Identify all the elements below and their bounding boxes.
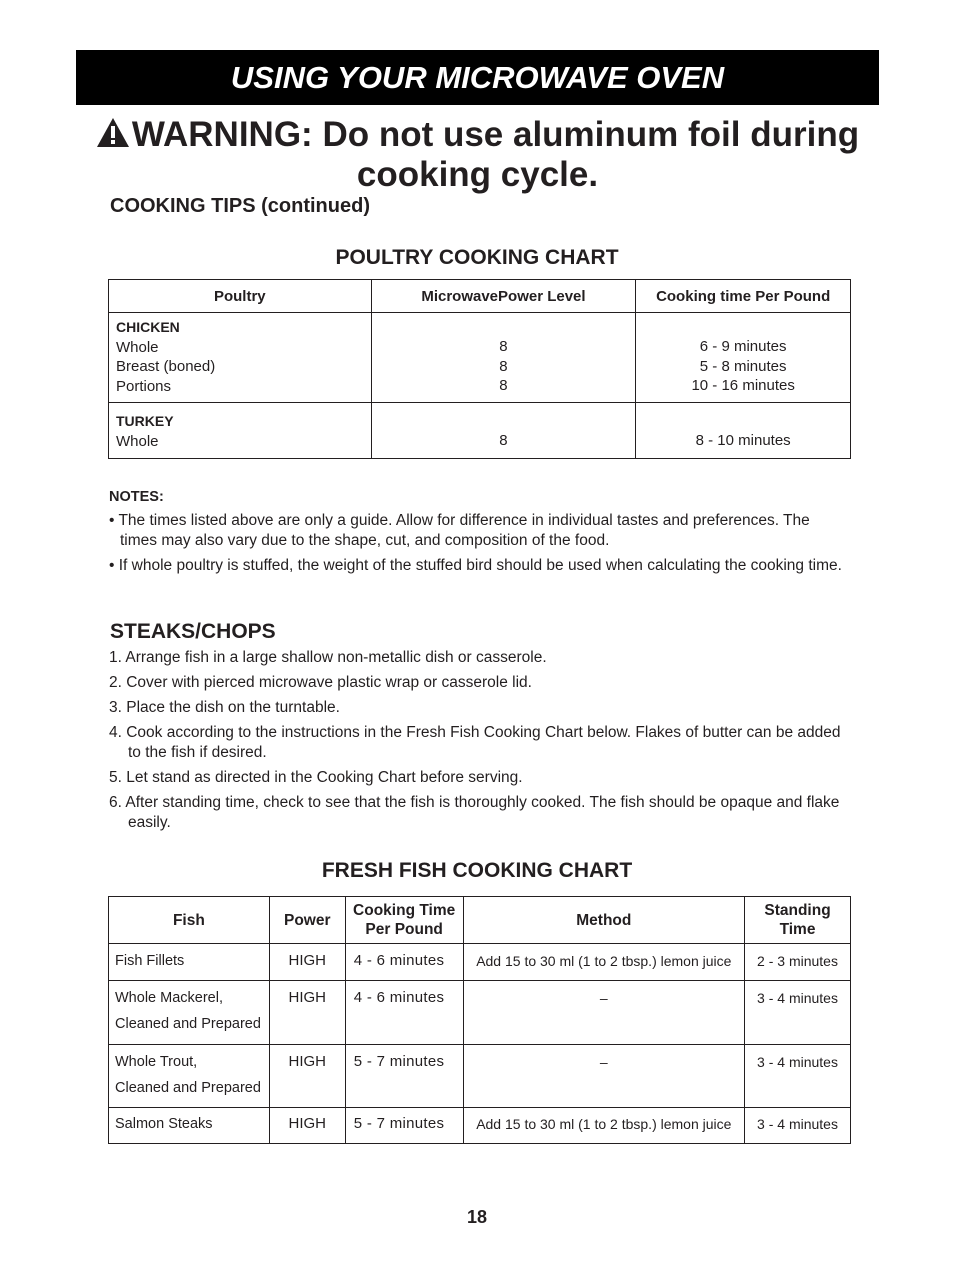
step-item: 1. Arrange fish in a large shallow non-metallic dish or casserole. <box>109 649 547 666</box>
fish-name-detail: Cleaned and Prepared <box>115 1080 261 1096</box>
fish-chart-title: FRESH FISH COOKING CHART <box>321 859 633 882</box>
fish-cell-time: 5 - 7 minutes <box>345 1108 463 1144</box>
poultry-chart <box>108 279 851 459</box>
fish-cell-name <box>109 1045 270 1108</box>
fish-cell-time: 4 - 6 minutes <box>345 944 463 981</box>
fish-header-power: Power <box>269 897 345 944</box>
fish-cell-power: HIGH <box>269 981 345 1045</box>
poultry-item-power: 8 <box>499 432 508 449</box>
warning-triangle-icon <box>96 117 130 156</box>
poultry-group-name: CHICKEN <box>116 319 180 335</box>
poultry-row-turkey <box>109 403 851 459</box>
fish-chart <box>108 896 851 1144</box>
poultry-header-row <box>109 280 851 313</box>
poultry-cell-chicken <box>109 313 372 403</box>
fish-cell-name <box>109 1108 270 1144</box>
poultry-item-label: Whole <box>116 338 159 356</box>
fish-header-fish: Fish <box>109 897 270 944</box>
fish-name: Fish Fillets <box>115 953 185 969</box>
section-title: COOKING TIPS (continued) <box>110 195 370 217</box>
notes-heading: NOTES: <box>109 489 164 505</box>
poultry-item-time: 5 - 8 minutes <box>699 357 787 375</box>
table-row <box>109 981 851 1045</box>
poultry-item-power: 8 <box>499 357 508 375</box>
steaks-heading: STEAKS/CHOPS <box>110 620 276 643</box>
poultry-cell-turkey <box>109 403 372 459</box>
fish-cell-name <box>109 944 270 981</box>
fish-cell-method: Add 15 to 30 ml (1 to 2 tbsp.) lemon juice <box>463 944 744 981</box>
fish-name-detail: Cleaned and Prepared <box>115 1016 261 1032</box>
fish-cell-power: HIGH <box>269 944 345 981</box>
poultry-item-label: Breast (boned) <box>116 358 216 375</box>
fish-cell-method: – <box>463 981 744 1045</box>
poultry-item-label: Portions <box>116 377 172 395</box>
poultry-item-label: Whole <box>116 432 159 450</box>
fish-cell-standing: 2 - 3 minutes <box>745 944 851 981</box>
step-item: 2. Cover with pierced microwave plastic wrap or casserole lid. <box>109 674 532 691</box>
step-item: 3. Place the dish on the turntable. <box>109 699 340 716</box>
poultry-header-power: MicrowavePower Level <box>371 280 636 313</box>
fish-cell-time: 5 - 7 minutes <box>345 1045 463 1108</box>
poultry-item-time: 10 - 16 minutes <box>691 377 795 394</box>
poultry-chart-title: POULTRY COOKING CHART <box>335 246 619 269</box>
step-item: 4. Cook according to the instructions in the Fresh Fish Cooking Chart below. Flakes of butter can be added to the fish if desired. <box>109 724 841 761</box>
fish-cell-standing: 3 - 4 minutes <box>745 1108 851 1144</box>
fish-cell-power: HIGH <box>269 1108 345 1144</box>
notes-section <box>109 487 849 580</box>
step-item: 6. After standing time, check to see that the fish is thoroughly cooked. The fish should be opaque and flake easily. <box>109 794 840 831</box>
fish-cell-method: – <box>463 1045 744 1108</box>
fish-header-row <box>109 897 851 944</box>
fish-header-method: Method <box>463 897 744 944</box>
poultry-group-name: TURKEY <box>116 413 174 429</box>
poultry-cell-power <box>371 403 636 459</box>
step-item: 5. Let stand as directed in the Cooking Chart before serving. <box>109 769 523 786</box>
fish-name: Salmon Steaks <box>115 1116 213 1132</box>
poultry-cell-time <box>636 403 851 459</box>
poultry-item-time: 8 - 10 minutes <box>695 432 791 449</box>
poultry-item-power: 8 <box>499 377 508 394</box>
table-row <box>109 944 851 981</box>
poultry-header-poultry: Poultry <box>109 280 372 313</box>
steaks-steps <box>109 648 854 838</box>
note-item: • The times listed above are only a guide. Allow for difference in individual tastes and preferences. The times may also vary due to the shape, cut, and composition of the food. <box>109 511 810 549</box>
fish-cell-name <box>109 981 270 1045</box>
page-number: 18 <box>466 1207 488 1227</box>
poultry-cell-time <box>636 313 851 403</box>
warning-line-1: WARNING: Do not use aluminum foil during <box>131 115 860 154</box>
poultry-header-time: Cooking time Per Pound <box>636 280 851 313</box>
poultry-item-time: 6 - 9 minutes <box>699 338 787 355</box>
table-row <box>109 1045 851 1108</box>
fish-cell-power: HIGH <box>269 1045 345 1108</box>
section-banner <box>76 50 879 105</box>
fish-cell-standing: 3 - 4 minutes <box>745 1045 851 1108</box>
poultry-item-power: 8 <box>499 338 508 355</box>
fish-name: Whole Trout, <box>115 1054 198 1070</box>
note-item: • If whole poultry is stuffed, the weight of the stuffed bird should be used when calculating the cooking time. <box>109 556 842 574</box>
poultry-row-chicken <box>109 313 851 403</box>
warning-heading <box>76 116 879 194</box>
fish-name: Whole Mackerel, <box>115 990 223 1006</box>
fish-cell-standing: 3 - 4 minutes <box>745 981 851 1045</box>
fish-cell-time: 4 - 6 minutes <box>345 981 463 1045</box>
fish-header-standing: Standing Time <box>745 897 851 944</box>
fish-cell-method: Add 15 to 30 ml (1 to 2 tbsp.) lemon juice <box>463 1108 744 1144</box>
fish-header-time: Cooking Time Per Pound <box>345 897 463 944</box>
table-row <box>109 1108 851 1144</box>
banner-title: USING YOUR MICROWAVE OVEN <box>230 59 725 95</box>
poultry-cell-power <box>371 313 636 403</box>
warning-line-2: cooking cycle. <box>356 155 599 194</box>
